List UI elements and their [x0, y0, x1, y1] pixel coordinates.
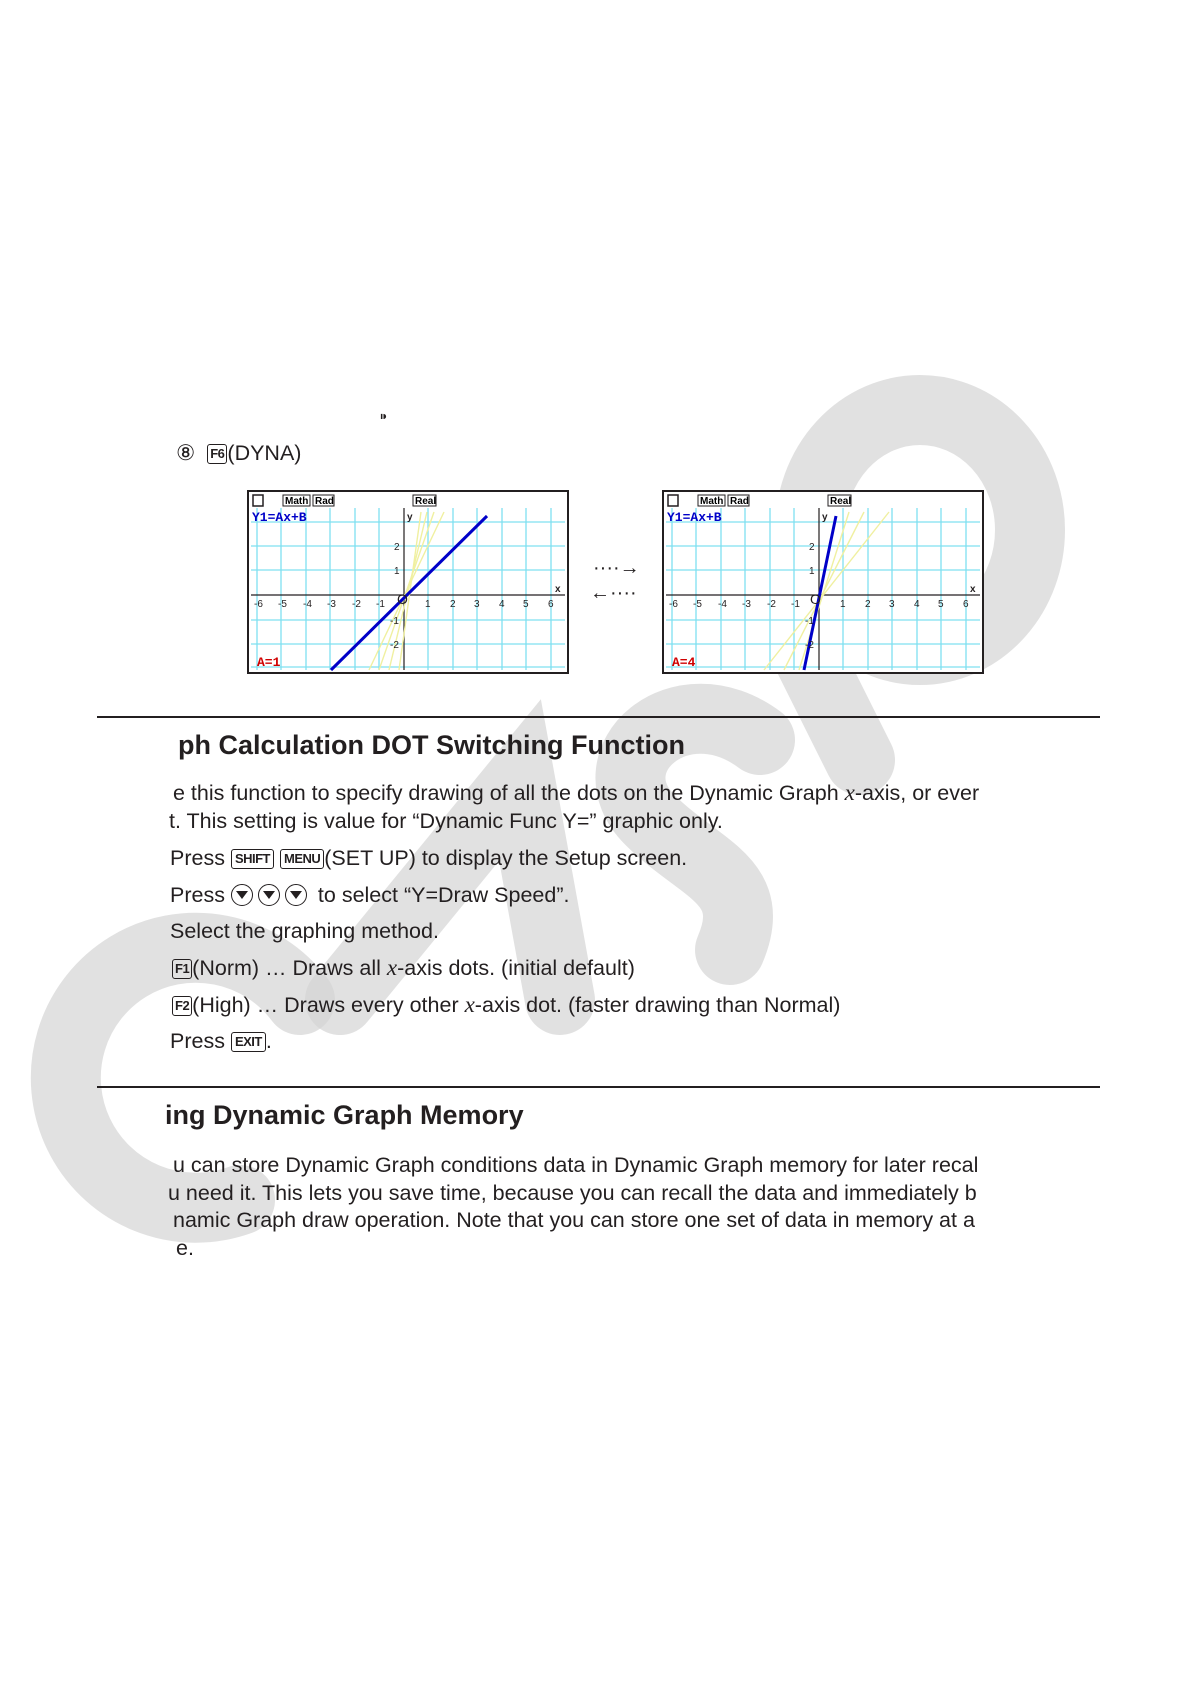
svg-text:y: y	[407, 512, 413, 523]
svg-text:2: 2	[865, 599, 871, 610]
f1-key-icon: F1	[172, 959, 192, 979]
origin-label: O	[397, 591, 408, 607]
section-2-title: ing Dynamic Graph Memory	[165, 1100, 524, 1130]
section-1-intro-line-2: t. This setting is value for “Dynamic Func Y=” graphic only.	[169, 809, 723, 833]
exit-key-icon: EXIT	[231, 1032, 266, 1052]
rad-icon: Rad	[315, 496, 334, 507]
svg-text:-1: -1	[390, 616, 399, 627]
svg-text:6: 6	[963, 599, 969, 610]
svg-text:-2: -2	[767, 599, 776, 610]
svg-text:2: 2	[394, 542, 400, 553]
rad-icon: Rad	[730, 496, 749, 507]
section-2-line-3: namic Graph draw operation. Note that you can store one set of data in memory at a	[173, 1208, 975, 1232]
svg-text:-5: -5	[278, 599, 287, 610]
section-divider-2	[97, 1086, 1100, 1088]
parameter-label: A=1	[257, 655, 281, 670]
stray-mark: ⁍	[379, 407, 388, 427]
ghost-lines	[764, 512, 889, 670]
shift-key-icon: SHIFT	[231, 849, 274, 869]
svg-text:-2: -2	[805, 640, 814, 651]
svg-text:-4: -4	[718, 599, 727, 610]
real-icon: Real	[415, 496, 437, 507]
svg-text:-3: -3	[327, 599, 336, 610]
origin-label: O	[810, 591, 821, 607]
parameter-label: A=4	[672, 655, 696, 670]
svg-text:5: 5	[523, 599, 529, 610]
svg-text:x: x	[970, 584, 976, 595]
down-arrow-key-icon	[231, 884, 253, 906]
f6-key-icon: F6	[207, 444, 227, 464]
svg-text:4: 4	[914, 599, 920, 610]
equation-label: Y1=Ax+B	[667, 510, 722, 525]
step-8	[176, 440, 301, 466]
f2-key-icon: F2	[172, 996, 192, 1016]
math-icon: Math	[700, 496, 724, 507]
step-label: (DYNA)	[227, 441, 302, 465]
svg-text:1: 1	[809, 566, 815, 577]
section-1-step-3: Select the graphing method.	[170, 919, 439, 943]
svg-text:4: 4	[499, 599, 505, 610]
step-number: ⑧	[176, 441, 196, 465]
svg-text:x: x	[555, 584, 561, 595]
svg-text:3: 3	[889, 599, 895, 610]
section-2-line-2: u need it. This lets you save time, because you can recall the data and immediately b	[168, 1181, 977, 1205]
section-1-title: ph Calculation DOT Switching Function	[178, 730, 685, 760]
svg-text:-6: -6	[254, 599, 263, 610]
down-arrow-key-icon	[285, 884, 307, 906]
section-divider-1	[97, 716, 1100, 718]
section-1-step-2: Press to select “Y=Draw Speed”.	[170, 883, 570, 907]
section-2-line-1: u can store Dynamic Graph conditions data in Dynamic Graph memory for later recal	[173, 1153, 979, 1177]
section-1-step-4: Press EXIT .	[170, 1029, 272, 1053]
svg-text:-3: -3	[742, 599, 751, 610]
screen-2-graph	[664, 492, 982, 672]
forward-arrow: ····→	[593, 557, 640, 579]
svg-text:-1: -1	[791, 599, 800, 610]
svg-text:-5: -5	[693, 599, 702, 610]
svg-text:6: 6	[548, 599, 554, 610]
section-1-step-1: Press SHIFT MENU (SET UP) to display the Setup screen.	[170, 846, 688, 870]
svg-text:y: y	[822, 512, 828, 523]
svg-text:3: 3	[474, 599, 480, 610]
svg-text:-6: -6	[669, 599, 678, 610]
svg-text:1: 1	[394, 566, 400, 577]
calculator-screen-1	[247, 490, 569, 674]
svg-text:-2: -2	[390, 640, 399, 651]
math-icon: Math	[285, 496, 309, 507]
grid-lines	[666, 508, 980, 670]
section-1-option-high: F2 (High) … Draws every other x-axis dot. (faster drawing than Normal)	[172, 992, 840, 1018]
svg-text:-4: -4	[303, 599, 312, 610]
menu-key-icon: MENU	[280, 849, 324, 869]
equation-label: Y1=Ax+B	[252, 510, 307, 525]
svg-text:1: 1	[425, 599, 431, 610]
back-arrow: ←····	[590, 582, 637, 604]
battery-icon	[668, 495, 678, 506]
section-1-intro-line-1: e this function to specify drawing of all the dots on the Dynamic Graph x-axis, or ever	[173, 780, 980, 805]
svg-text:5: 5	[938, 599, 944, 610]
svg-text:1: 1	[840, 599, 846, 610]
svg-text:2: 2	[450, 599, 456, 610]
svg-text:-1: -1	[376, 599, 385, 610]
section-2-line-4: e.	[176, 1236, 194, 1260]
real-icon: Real	[830, 496, 852, 507]
screen-1-graph	[249, 492, 567, 672]
section-1-option-norm: F1 (Norm) … Draws all x-axis dots. (initial default)	[172, 955, 635, 981]
down-arrow-key-icon	[258, 884, 280, 906]
calculator-screen-2	[662, 490, 984, 674]
svg-text:-1: -1	[805, 616, 814, 627]
svg-text:2: 2	[809, 542, 815, 553]
svg-text:-2: -2	[352, 599, 361, 610]
